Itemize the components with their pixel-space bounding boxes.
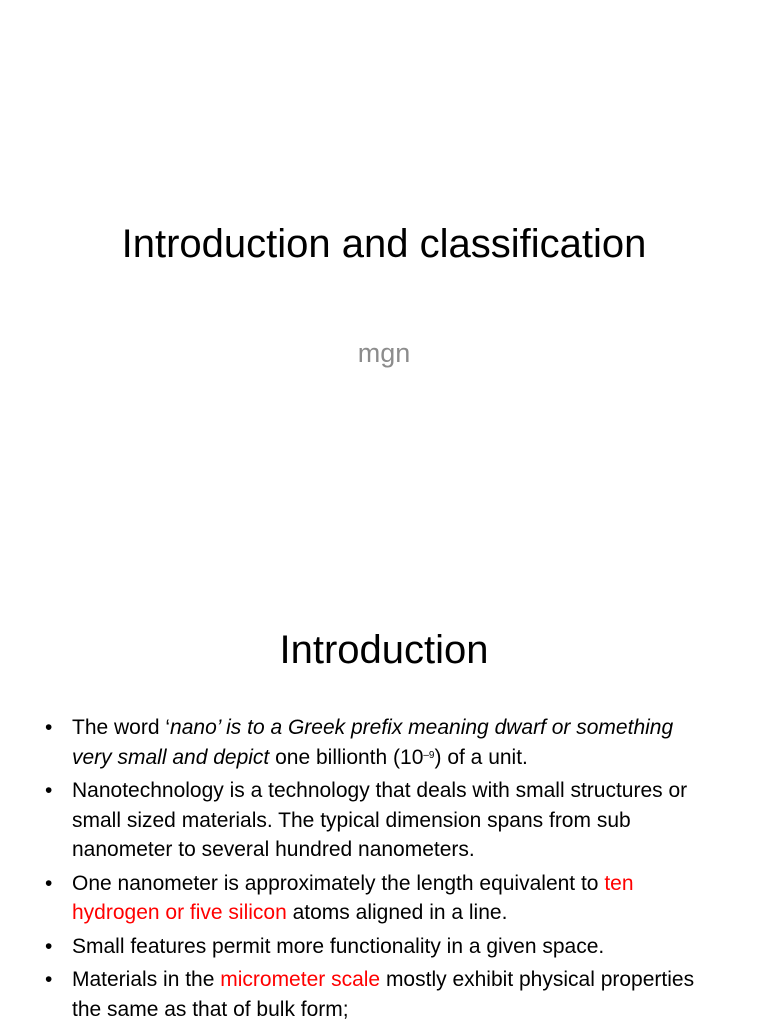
bullet-dot-icon: • [45, 716, 53, 739]
bullet-text: nano’ is to a Greek prefix meaning dwarf or something very small and depict [72, 716, 674, 769]
introduction-slide [0, 576, 768, 1024]
bullet-text: Nanotechnology is a technology that deals with small structures or small sized materials. The typical dimension spans from sub nanometer to several hundred nanometers. [72, 779, 688, 861]
slide-title: Introduction [279, 628, 489, 672]
bullet-dot-icon: • [45, 968, 53, 991]
bullet-text: One nanometer is approximately the length equivalent to [72, 871, 605, 895]
bullet-dot-icon: • [45, 871, 53, 895]
bullet-text: Materials in the [72, 968, 221, 991]
bullet-item [0, 965, 768, 1024]
bullet-text: –9 [423, 749, 435, 761]
highlighted-text: ten hydrogen or five silicon [72, 871, 634, 924]
bullet-item [0, 713, 768, 772]
bullet-text: Small features permit more functionality in a given space. [72, 934, 605, 958]
bullet-dot-icon: • [45, 934, 53, 958]
presentation-title: Introduction and classification [121, 222, 647, 266]
presentation-subtitle: mgn [357, 338, 411, 368]
bullet-dot-icon: • [45, 779, 53, 802]
bullet-list [0, 713, 768, 1028]
bullet-text: atoms aligned in a line. [286, 901, 508, 924]
bullet-text: ) of a unit. [434, 745, 528, 769]
bullet-text: The word ‘ [72, 716, 171, 739]
highlighted-text: micrometer scale [220, 968, 381, 991]
bullet-item [0, 932, 768, 962]
bullet-text: one billionth (10 [269, 745, 424, 769]
bullet-item [0, 776, 768, 865]
bullet-item [0, 869, 768, 928]
bullet-text: mostly exhibit physical properties the same as that of bulk form; [72, 968, 695, 1021]
